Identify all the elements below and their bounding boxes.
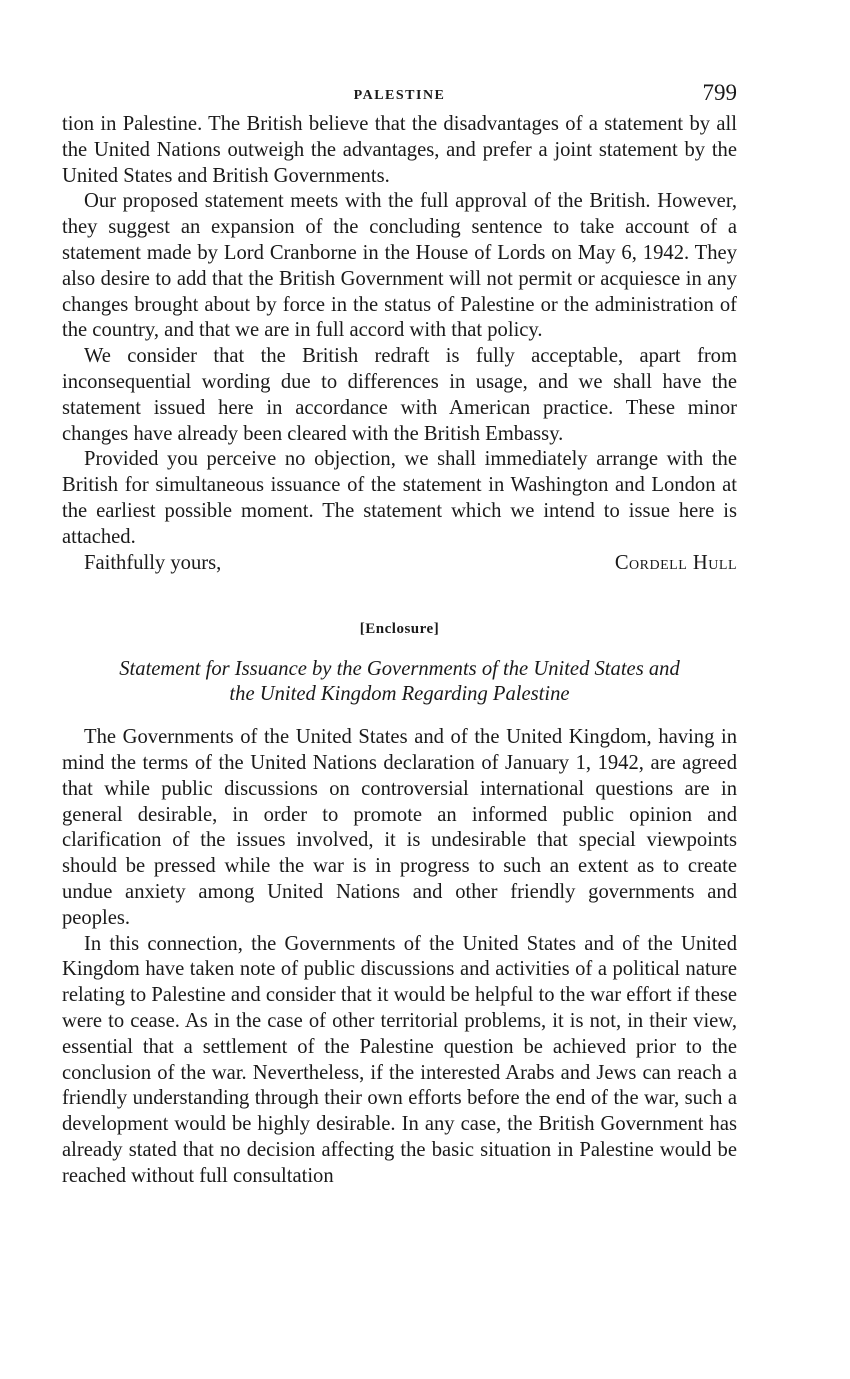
document-page bbox=[62, 78, 737, 1189]
letter-body bbox=[62, 112, 737, 551]
letter-paragraph-3: We consider that the British redraft is fully acceptable, apart from inconsequential wording due to differences in usage, and we shall have the statement issued here in accordance with American practice. These minor changes have already been cleared with the British Embassy. bbox=[62, 345, 737, 445]
letter-paragraph-1: tion in Palestine. The British believe that the disadvantages of a statement by all the United Nations outweigh the advantages, and prefer a joint statement by the United States and British Governments. bbox=[62, 113, 737, 187]
enclosure-paragraph-2: In this connection, the Governments of the United States and of the United Kingdom have taken note of public discussions and activities of a political nature relating to Palestine and consider that it would be helpful to the war effort if these were to cease. As in the case of other territorial problems, it is not, in their view, essential that a settlement of the Palestine question be achieved prior to the conclusion of the war. Nevertheless, if the interested Arabs and Jews can reach a friendly understanding through their own efforts before the end of the war, such a development would be highly desirable. In any case, the British Government has already stated that no decision affecting the basic situation in Palestine would be reached without full consultation bbox=[62, 932, 737, 1187]
letter-paragraph-2: Our proposed statement meets with the full approval of the British. However, they suggest an expansion of the concluding sentence to take account of a statement made by Lord Cranborne in the House of Lords on May 6, 1942. They also desire to add that the British Government will not permit or acquiesce in any changes brought about by force in the status of Palestine or the administration of the country, and that we are in full accord with that policy. bbox=[62, 190, 737, 342]
enclosure-paragraph-1: The Governments of the United States and of the United Kingdom, having in mind the terms of the United Nations declaration of January 1, 1942, are agreed that while public discussions on controversial international questions are in general desirable, in order to promote an informed public opinion and clarification of the issues involved, it is undesirable that special viewpoints should be pressed while the war is in progress to such an extent as to create undue anxiety among United Nations and other friendly governments and peoples. bbox=[62, 726, 737, 929]
page-number: 799 bbox=[702, 80, 737, 105]
enclosure-title bbox=[62, 657, 737, 709]
enclosure-title-line-1: Statement for Issuance by the Governments of the United States and bbox=[119, 657, 680, 680]
complimentary-close: Faithfully yours, bbox=[84, 551, 222, 574]
running-header bbox=[62, 78, 737, 112]
enclosure-label: [Enclosure] bbox=[359, 620, 440, 637]
enclosure-title-line-2: the United Kingdom Regarding Palestine bbox=[229, 683, 570, 706]
running-title: PALESTINE bbox=[353, 88, 446, 103]
section-spacer bbox=[62, 708, 737, 725]
signature: Cordell Hull bbox=[614, 551, 737, 574]
letter-closing bbox=[62, 551, 737, 577]
enclosure-body bbox=[62, 725, 737, 1189]
letter-paragraph-4: Provided you perceive no objection, we shall immediately arrange with the British for simultaneous issuance of the statement in Washington and London at the earliest possible moment. The statement which we intend to issue here is attached. bbox=[62, 448, 737, 548]
